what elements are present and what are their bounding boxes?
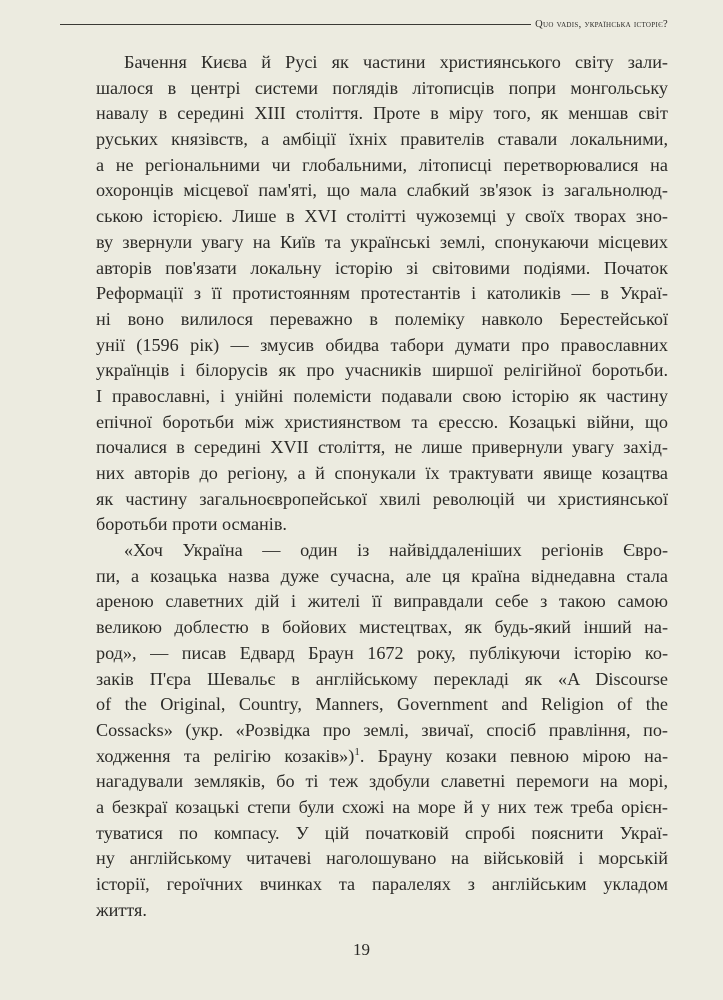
text-line: великою доблестю в бойових мистецтвах, як будь-який інший на- xyxy=(96,617,668,638)
text-line: шалося в центрі системи поглядів літописців попри монгольську xyxy=(96,77,668,98)
text-line: нагадували земляків, бо ті теж здобули славетні перемоги на морі, xyxy=(96,771,668,792)
text-line: «Хоч Україна — один із найвіддаленіших регіонів Євро- xyxy=(124,540,668,561)
text-line: як частину загальноєвропейської хвилі революцій чи християнської xyxy=(96,488,668,509)
text-line: род», — писав Едвард Браун 1672 року, публікуючи історію ко- xyxy=(96,642,668,663)
text-line: боротьби проти османів. xyxy=(96,514,287,535)
running-head xyxy=(60,19,668,30)
text-line xyxy=(96,744,668,770)
text-line: Реформації з її протистоянням протестантів і католиків — в Украї- xyxy=(96,283,668,304)
paragraph xyxy=(96,538,668,923)
text-line: ні воно вилилося переважно в полеміку навколо Берестейської xyxy=(96,308,668,329)
text-line: ну англійському читачеві наголошувано на військовій і морській xyxy=(96,848,668,869)
text-line: а безкраї козацькі степи були схожі на море й у них теж треба орієн- xyxy=(96,796,668,817)
text-line: життя. xyxy=(96,899,147,920)
text-line: туватися по компасу. У цій початковій спробі пояснити Украї- xyxy=(96,822,668,843)
text-line: них авторів до регіону, а й спонукали їх трактувати явище козацтва xyxy=(96,463,668,483)
text-line: історії, героїчних вчинках та паралелях з англійським укладом xyxy=(96,874,668,894)
text-line: Cossacks» (укр. «Розвідка про землі, звичаї, спосіб правління, по- xyxy=(96,719,668,740)
page-number: 19 xyxy=(353,940,370,959)
text-line: ву звернули увагу на Київ та українські землі, спонукаючи місцевих xyxy=(96,231,668,252)
header-rule xyxy=(60,24,531,25)
footnote-marker[interactable]: 1 xyxy=(354,745,360,758)
line-text: . Брауну козаки певною мірою на- xyxy=(359,745,669,766)
text-line: of the Original, Country, Manners, Government and Religion of the xyxy=(96,694,668,715)
text-line: навалу в середині XIII століття. Проте в міру того, як меншав світ xyxy=(96,103,668,124)
text-line: Бачення Києва й Русі як частини християнського світу зали- xyxy=(124,52,668,72)
text-line: почалися в середині XVII століття, не лише привернули увагу захід- xyxy=(96,437,668,458)
text-line: пи, а козацька назва дуже сучасна, але ця країна віднедавна стала xyxy=(96,565,668,586)
text-line: а не регіональними чи глобальними, літописці перетворювалися на xyxy=(96,154,668,175)
paragraph xyxy=(96,50,668,538)
text-line: українців і білорусів як про учасників ширшої релігійної боротьби. xyxy=(96,360,668,381)
text-line: І православні, і унійні полемісти подавали свою історію як частину xyxy=(96,385,668,406)
text-line: унії (1596 рік) — змусив обидва табори думати про православних xyxy=(96,334,668,355)
text-line: ською історією. Лише в XVI столітті чужоземці у своїх творах зно- xyxy=(96,206,668,227)
text-line: охоронців місцевої пам'яті, що мала слабкий зв'язок із загальнолюд- xyxy=(96,180,668,201)
text-line: заків П'єра Шевальє в англійському перекладі як «A Discourse xyxy=(96,668,668,689)
body-text xyxy=(96,50,668,923)
running-title: Quo vadis, українська історіє? xyxy=(535,19,668,30)
text-line: авторів пов'язати локальну історію зі світовими подіями. Початок xyxy=(96,257,668,278)
text-line: епічної боротьби між християнством та єрессю. Козацькі війни, що xyxy=(96,411,668,432)
text-line: руських князівств, а амбіції їхніх правителів ставали локальними, xyxy=(96,129,668,150)
line-text: ходження та релігію козаків») xyxy=(96,745,355,766)
text-line: ареною славетних дій і жителі її виправдали себе з такою самою xyxy=(96,591,668,612)
